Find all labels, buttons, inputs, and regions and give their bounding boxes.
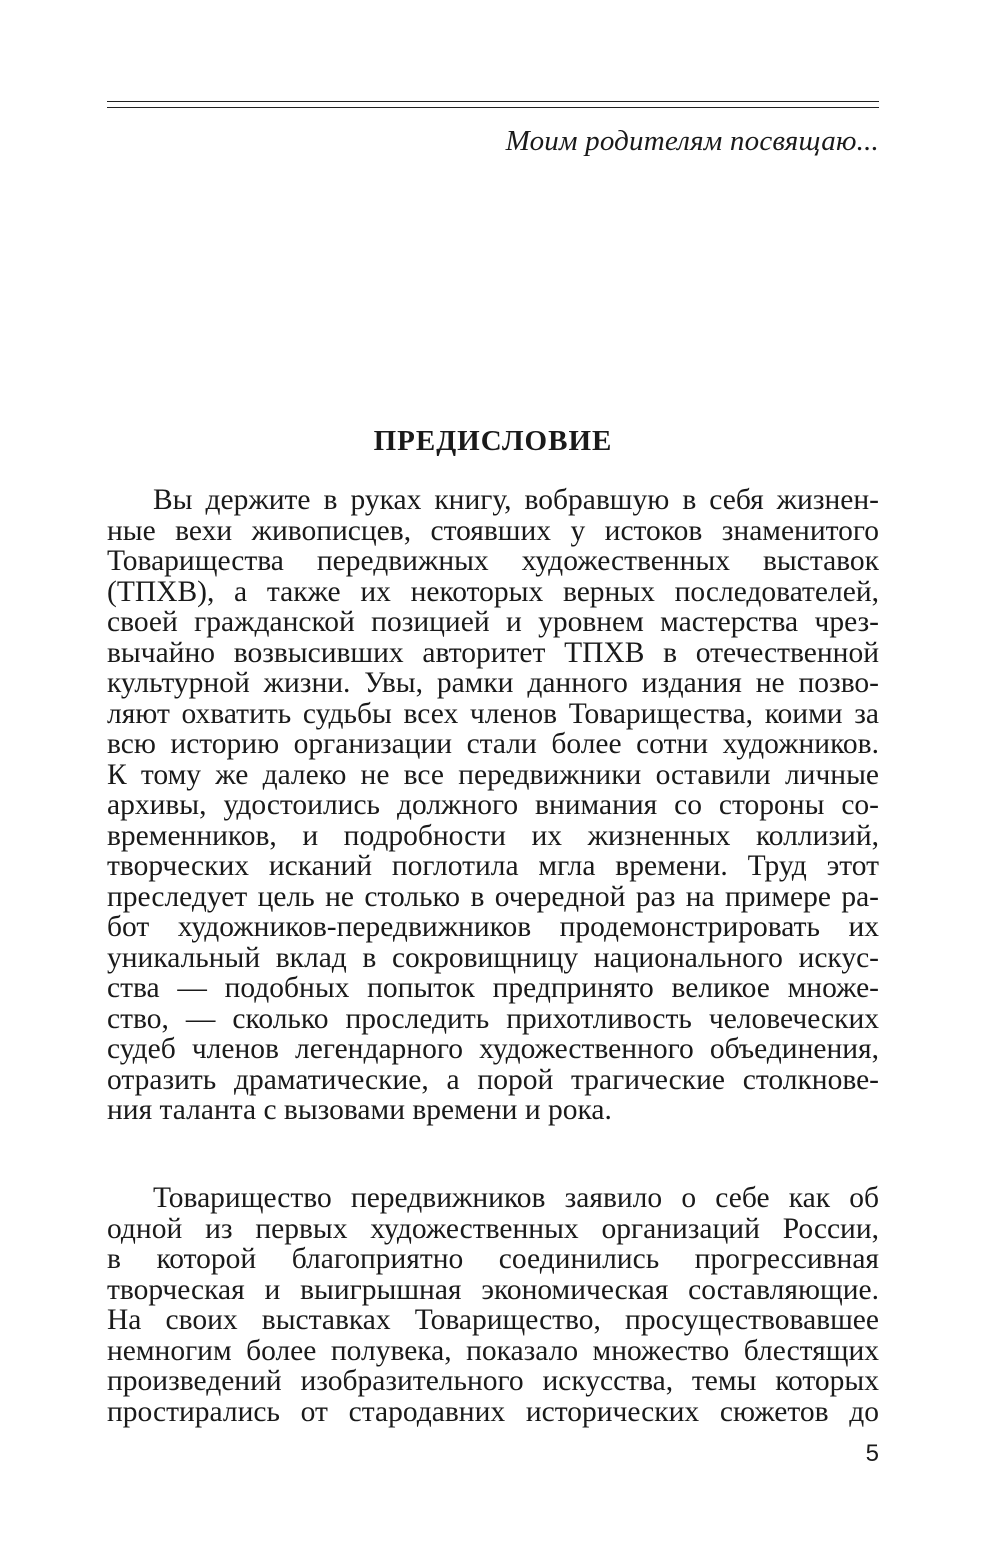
paragraph-line: творческих исканий поглотила мгла времени. Труд этот xyxy=(107,850,879,882)
paragraph-line: На своих выставках Товарищество, просуществовавшее xyxy=(107,1304,879,1336)
paragraph-line: простирались от стародавних исторических сюжетов до xyxy=(107,1395,879,1428)
paragraph-line: ния таланта с вызовами времени и рока. xyxy=(107,1094,612,1126)
paragraph-line: ные вехи живописцев, стоявших у истоков знаменитого xyxy=(107,514,879,547)
paragraph-1 xyxy=(107,485,879,1126)
page-number: 5 xyxy=(865,1440,879,1467)
paragraph-line: произведений изобразительного искусства, темы которых xyxy=(107,1365,879,1397)
header-rule-top xyxy=(107,101,879,102)
header-rule-bottom xyxy=(107,107,879,108)
paragraph-line: творческая и выигрышная экономическая составляющие. xyxy=(107,1273,879,1306)
paragraph-line: ства — подобных попыток предпринято великое множе- xyxy=(107,972,879,1004)
paragraph-line: отразить драматические, а порой трагические столкнове- xyxy=(107,1063,879,1096)
paragraph-line: всю историю организации стали более сотни художников. xyxy=(107,728,879,760)
paragraph-line: немногим более полувека, показало множество блестящих xyxy=(107,1334,879,1367)
paragraph-line: (ТПХВ), а также их некоторых верных последователей, xyxy=(107,575,879,608)
paragraph-line: временников, и подробности их жизненных коллизий, xyxy=(107,819,879,852)
dedication: Моим родителям посвящаю... xyxy=(505,125,879,157)
paragraph-line: уникальный вклад в сокровищницу национального искус- xyxy=(107,941,879,974)
paragraph-line: судеб членов легендарного художественного объединения, xyxy=(107,1033,879,1065)
paragraph-line: Товарищество передвижников заявило о себе как об xyxy=(153,1182,879,1214)
paragraph-line: ляют охватить судьбы всех членов Товарищества, коими за xyxy=(107,697,879,730)
paragraph-line: преследует цель не столько в очередной раз на примере ра- xyxy=(107,880,879,913)
paragraph-line: К тому же далеко не все передвижники оставили личные xyxy=(107,758,879,791)
paragraph-line: ство, — сколько проследить прихотливость человеческих xyxy=(107,1002,879,1035)
paragraph-line: одной из первых художественных организаций России, xyxy=(107,1212,879,1245)
paragraph-line: Товарищества передвижных художественных выставок xyxy=(107,545,879,577)
paragraph-line: Вы держите в руках книгу, вобравшую в себя жизнен- xyxy=(153,484,879,516)
paragraph-line: своей гражданской позицией и уровнем мастерства чрез- xyxy=(107,606,879,638)
paragraph-line: бот художников-передвижников продемонстрировать их xyxy=(107,911,879,943)
paragraph-line: архивы, удостоились должного внимания со стороны со- xyxy=(107,789,879,821)
section-heading: ПРЕДИСЛОВИЕ xyxy=(373,425,613,457)
paragraph-line: вычайно возвысивших авторитет ТПХВ в отечественной xyxy=(107,636,879,669)
paragraph-line: в которой благоприятно соединились прогрессивная xyxy=(107,1243,879,1275)
paragraph-2 xyxy=(107,1183,879,1427)
paragraph-line: культурной жизни. Увы, рамки данного издания не позво- xyxy=(107,667,879,699)
